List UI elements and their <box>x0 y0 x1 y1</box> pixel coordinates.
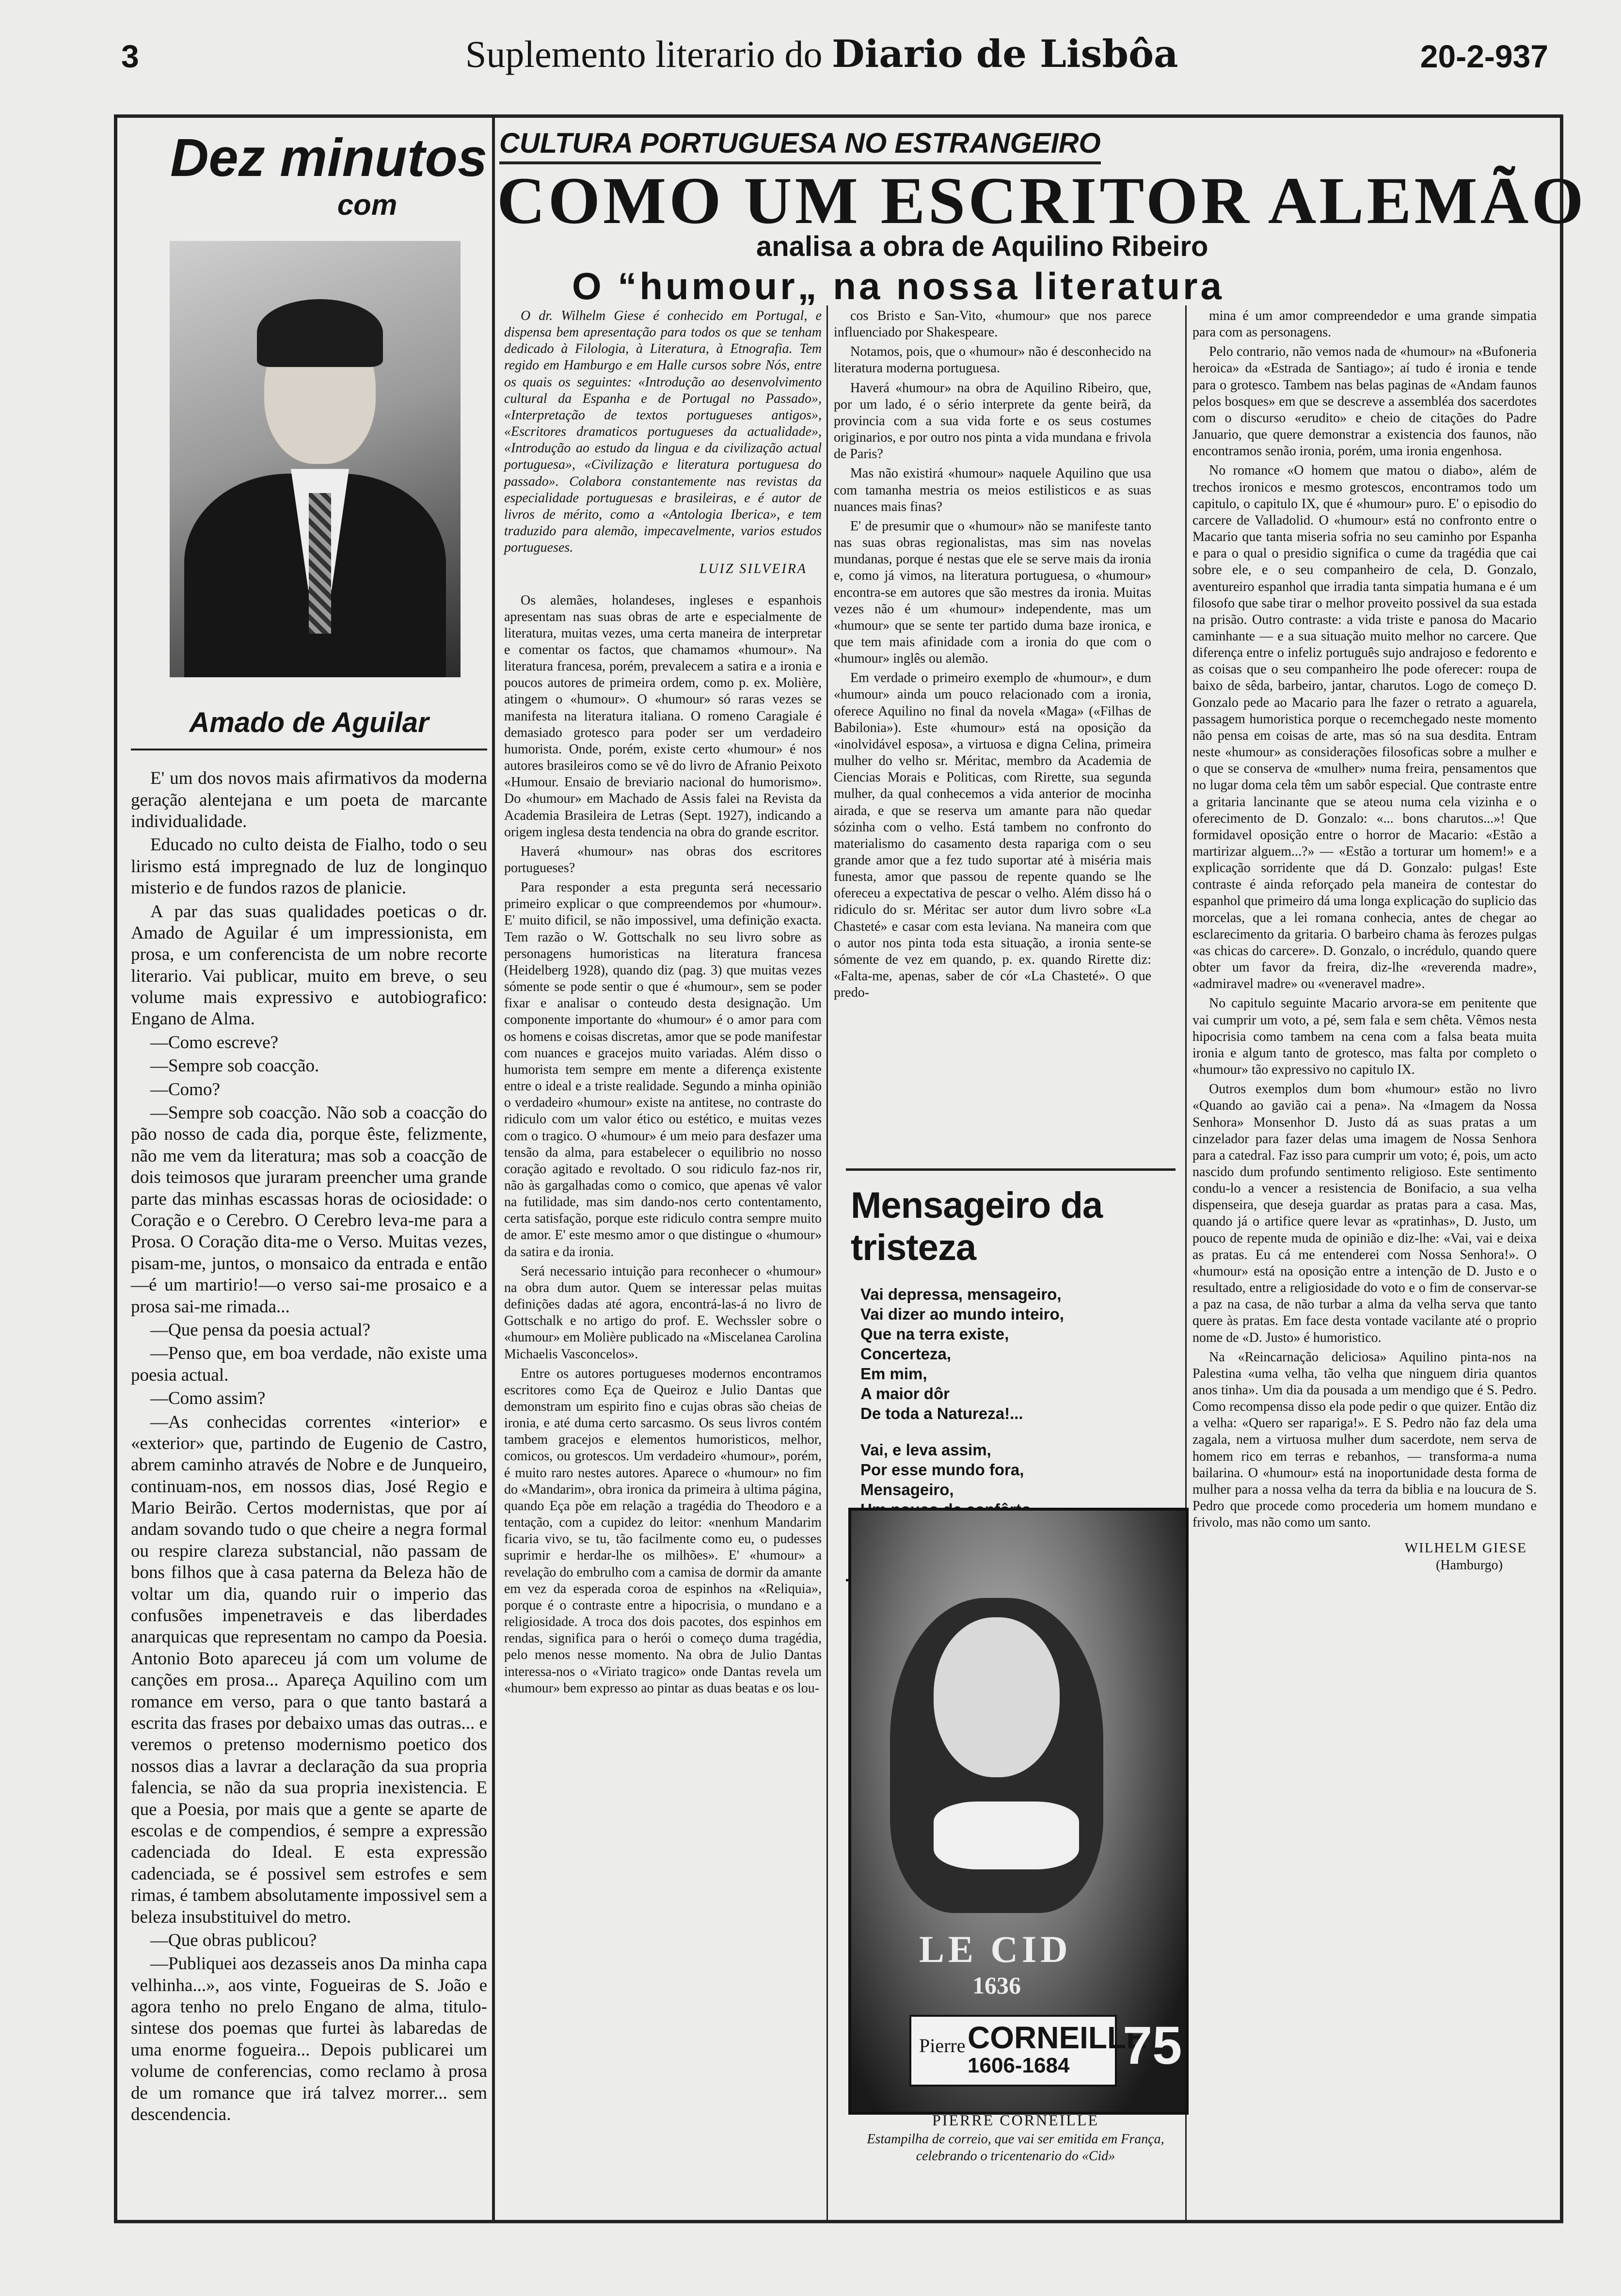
article-subhead: analisa a obra de Aquilino Ribeiro <box>756 231 1208 262</box>
article-paragraph: Pelo contrario, não vemos nada de «humour» na «Bufoneria heroica» da «Estrada de Santiago»; aí tudo é ironia e tende para o grotesco. Tambem nas belas paginas de «Andam faunos pelos bosques» em que se descreve a assembléa dos sacerdotes com o discurso «erudito» e cheio de citações do Padre Januario, que quere demonstrar a existencia dos faunos, não encontramos senão ironia, porém, uma ironia engenhosa. <box>1192 344 1537 459</box>
interview-question: —Como assim? <box>150 1388 266 1409</box>
article-paragraph: Os alemães, holandeses, ingleses e espanhois apresentam nas suas obras de arte e especialmente de literatura, muitas vezes, uma certa maneira de interpretar e comentar os factos, que chamamos «humour». Na literatura francesa, porém, prevalecem a satira e a ironia e poucos autores de primeira ordem, como p. ex. Molière, atingem o «humour». O «humour» só raras vezes se manifesta na literatura italiana. O romeno Caragiale é demasiado grotesco para poder ser um verdadeiro humorista. Onde, porém, existe certo «humour» é nos autores brasileiros como se vê do livro de Afranio Peixoto «Humour. Ensaio de breviario nacional do humorismo». Do «humour» em Machado de Assis falei na Revista da Academia Brasileira de Letras (Sept. 1927), indicando a origem inglesa desta tendencia na obra do grande escritor. <box>504 592 822 840</box>
interview-answer: —Publiquei aos dezasseis anos Da minha capa velhinha...», aos vinte, Fogueiras de S. João e agora tenho no prelo Engano de alma, titulo-sintese dos poemas que furtei às labaredas de uma enorme fogueira... Depois publicarei um volume de conferencias, como reclamo à prosa de um romance que irá talvez morrer... sem descendencia. <box>131 1954 487 2125</box>
interview-paragraph: A par das suas qualidades poeticas o dr. Amado de Aguilar é um impressionista, em prosa, e um conferencista de um nobre recorte literario. Vai publicar, muito em breve, o seu volume mais expressivo e autobiografico: Engano de Alma. <box>131 901 487 1029</box>
interview-answer: —Sempre sob coacção. Não sob a coacção do pão nosso de cada dia, porque êste, felizmente, não me vem da literatura; mas sob a coacção de dois teimosos que juraram preencher uma grande parte das minhas escassas horas de ociosidade: o Coração e o Cerebro. O Cerebro leva-me para a Prosa. O Coração dita-me o Verso. Muitas vezes, pisam-me, juntos, o monsaico da entrada e então—é um martirio!—o verso sai-me prosaico e a prosa sai-me rimada... <box>131 1103 487 1317</box>
article-column-1 <box>504 308 822 1700</box>
article-paragraph: Haverá «humour» na obra de Aquilino Ribeiro, que, por um lado, é o sério interprete da gente beirã, da provincia com a sua vida forte e os seus costumes originarios, e por outro nos pinta a vida mundana e frivola de Paris? <box>834 380 1151 462</box>
supplement-title: Suplemento literario do <box>465 33 823 75</box>
article-paragraph: Mas não existirá «humour» naquele Aquilino que usa com tamanha mestria os meios estilisticos e as suas nuances mais finas? <box>834 466 1151 514</box>
poem-line: Vai, e leva assim, <box>860 1441 991 1459</box>
stamp-name: CORNEILLE <box>968 2020 1147 2055</box>
page-number: 3 <box>121 38 139 74</box>
interview-answer: —Sempre sob coacção. <box>150 1056 319 1076</box>
intro-signature: LUIZ SILVEIRA <box>699 561 807 577</box>
article-column-2 <box>834 308 1151 1004</box>
masthead <box>465 32 1178 76</box>
article-author-place: (Hamburgo) <box>1436 1557 1503 1573</box>
article-headline: COMO UM ESCRITOR ALEMÃO <box>497 163 1587 238</box>
interview-subtitle: com <box>337 189 397 222</box>
article-column-3 <box>1192 308 1537 1577</box>
corneille-stamp-image <box>848 1508 1189 2115</box>
article-paragraph: Para responder a esta pregunta será necessario primeiro explicar o que compreendemos por «humour». E' muito dificil, se não impossivel, uma definição exacta. Tem razão o W. Gottschalk no seu livro sobre as personagens humoristicas na literatura francesa (Heidelberg 1928), quando diz (pag. 3) que muitas vezes sómente se pode sentir o que é «humour», sem se poder fixar e analisar o conteudo desta designação. Um componente importante do «humour» é o amor para com os homens e coisas discretas, amor que se pode manifestar com nuances e gracejos muito variadas. Além disso o humorista tem sempre em mente a diferença existente entre o ideal e a triste realidade. Segundo a minha opinião o verdadeiro «humour» existe na antitese, no contraste do ridiculo com um valor ético ou estético, e muitas vezes com o tragico. O «humour» é um meio para desfazer uma tensão da alma, para estabelecer o equilibrio no nosso coração agitado e revoltado. O sou ridiculo faz-nos rir, não às gargalhadas como o comico, que apenas vê valor na futilidade, mas sim dando-nos certo contentamento, certa satisfação, porque este ridiculo contra sempre muito de amor. E' este mesmo amor o que distingue o «humour» da satira e da ironia. <box>504 880 822 1260</box>
newspaper-name: Diario de Lisbôa <box>832 32 1178 76</box>
photo-caption: Amado de Aguilar <box>189 707 429 739</box>
article-paragraph: Será necessario intuição para reconhecer o «humour» na obra dum autor. Quem se interessar pelas muitas definições dadas até agora, encontrá-las-á no livro de Gottschalk e no artigo do prof. E. Wechssler sobre o «humour» em Molière publicado na «Miscelanea Carolina Michaelis Vasconcelos». <box>504 1263 822 1362</box>
interview-paragraph: Educado no culto deista de Fialho, todo o seu lirismo está impregnado de luz de longinquo misterio e de fundos razos de planicie. <box>131 835 487 898</box>
article-author: WILHELM GIESE <box>1404 1540 1527 1556</box>
poem-line: Mensageiro, <box>860 1481 954 1499</box>
poem-line: Concerteza, <box>860 1345 952 1363</box>
article-paragraph: mina é um amor compreendedor e uma grande simpatia para com as personagens. <box>1192 308 1537 340</box>
interview-question: —Que pensa da poesia actual? <box>150 1320 371 1340</box>
caption-rule <box>131 749 487 750</box>
poem-line: Que na terra existe, <box>860 1325 1009 1343</box>
interview-question: —Como escreve? <box>150 1032 279 1052</box>
interview-question: —Que obras publicou? <box>150 1930 317 1950</box>
stamp-value: 75 <box>1123 2016 1182 2075</box>
stamp-dates: 1606-1684 <box>968 2054 1070 2077</box>
poem-line: De toda a Natureza!... <box>860 1404 1023 1422</box>
poem-line: Vai dizer ao mundo inteiro, <box>860 1305 1064 1323</box>
interview-answer: —As conhecidas correntes «interior» e «exterior» que, partindo de Eugenio de Castro, abrem caminho através de Nobre e de Junqueiro, continuam-nos, em nossos dias, José Regio e Mario Beirão. Certos modernistas, que por aí andam sovando tudo o que cheire a negra formal ou respire clareza substancial, não passam de bons filhos que à casa paterna da Beleza hão de voltar um dia, quando ruir o imperio das confusões impenetraveis e das liberdades anarquicas que representam no campo da Poesia. Antonio Boto apareceu já com um volume de canções em prosa... Apareça Aquilino com um romance em verso, para o que tanto bastará a escrita das frases por debaixo umas das outras... e veremos o pretenso modernismo poetico dos nossos dias a lavrar a declaração da sua propria falencia, se não da sua propria inexistencia. E que a Poesia, por mais que a gente se aparte de escolas e de compendios, é sempre a expressão cadenciada do Ideal. E esta expressão cadenciada, se é possivel sem estrofes e sem rimas, é tambem absolutamente impossivel sem a beleza insubstituivel do metro. <box>131 1412 487 1927</box>
article-paragraph: No capitulo seguinte Macario arvora-se em penitente que vai cumprir um voto, a pé, sem fala e sem chêta. Vêmos nesta hipocrisia como tambem na cena com a falsa beata muita ironia e algum tanto de grotesco, mas falta por completo o «humour» tão expressivo no capitulo IX. <box>1192 996 1537 1078</box>
poem-line: Por esse mundo fora, <box>860 1461 1024 1479</box>
portrait-photo <box>170 241 461 677</box>
stamp-year: 1636 <box>972 1972 1021 1999</box>
article-paragraph: Outros exemplos dum bom «humour» estão no livro «Quando ao gavião cai a pena». Na «Imagem da Nossa Senhora» Monsenhor D. Justo dá as suas pratas a um cinzelador para fazer delas uma imagem de Nossa Senhora para a catedral. Faz isso para cumprir um voto; é, pois, um acto nascido dum profundo sentimento religioso. Este sentimento condu-lo a vencer a resistencia de Bonifacio, a sua velha dispenseira, que deseja guardar as pratas para a casa. Mas, quando já o artifice quere levar as «pratinhas», D. Justo, um pouco de repente muda de opinião e diz-lhe: «Vai, vai e deixa as pratas. Eu cá me entenderei com Nossa Senhora!». O «humour» está na oposição entre a intenção de D. Justo e o resultado, entre a religiosidade do voto e o fim de conservar-se a paz na casa, de não turbar a alma da velha serva que tanto quere às pratas. Em face desta vontade vacilante até o proprio nome de «D. Justo» é humoristico. <box>1192 1082 1537 1345</box>
article-paragraph: No romance «O homem que matou o diabo», além de trechos ironicos e mesmo grotescos, encontramos todo um capitulo, o capitulo IX, que é «humour» puro. E' o episodio do carcere de Valladolid. O «humour» está no confronto entre o Macario que tanta miseria sofria no seu caminho por Espanha e para o qual o presidio significa o cume da tragédia que cai sobre ele, e o seu companheiro de cela, D. Gonzalo, aventureiro espanhol que irradia tanta simpatia humana e é um filosofo que sabe tirar o melhor proveito possivel da sua estada na prisão. Outro contraste: a vida triste e panosa do Macario caminhante — e a sua situação muito melhor no carcere. Que diferença entre o infeliz português sujo andrajoso e fedorento e as coisas que o seu companheiro lhe pode oferecer: roupa de baixo de sêda, barbeiro, jantar, charutos. Logo de começo D. Gonzalo pede ao Macario para lhe fazer o retrato a aguarela, passagem humoristica porque o recemchegado neste momento não pensa em coisas de arte, mas só na sua desdita. Entram neste «humour» as considerações filosoficas sobre a mulher e o que se conserva de «mulher» numa freira, pensamentos que no lugar doma cela têm um sabôr especial. Que contraste entre a gritaria lancinante que se ateou numa cela vizinha e o oferecimento de D. Gonzalo: «... bons charutos...»! Que formidavel oposição entre o horror de Macario: «Estão a martirizar alguem...?» — «Estão a torturar um homem!» e a explicação sorridente que dá D. Gonzalo: pulgas! Este contraste é ainda reforçado pela maneira de contestar do espanhol que primeiro dá uma longa explicação do suplicio das morcelas, que a lei romana conhecia, antes de chegar ao esclarecimento da gritaria. O barbeiro chama às ferozes pulgas «as chicas do carcere». D. Gonzalo, o incrédulo, quando quere obter um favor da freira, diz-lhe «reverenda madre», «admiravel madre» ou «veneravel madre». <box>1192 463 1537 992</box>
stamp-title: LE CID <box>919 1928 1072 1970</box>
article-paragraph: Entre os autores portugueses modernos encontramos escritores como Eça de Queiroz e Julio Dantas que demonstram um espirito fino e cujas obras são cheias de ironia, e até duma certo sarcasmo. Os seus livros contém tambem gracejos e elementos humoristicos, melhor, comicos, ou grotescos. Um verdadeiro «humour», porém, é muito raro nestes autores. Aparece o «humour» no fim do «Mandarim», obra ironica da primeira à ultima página, quando Eça põe em relação a tragédia do Theodoro e a tentação, com a cupidez do leitor: «nenhum Mandarim ficaria vivo, se tu, tão facilmente como eu, o pudesses suprimir e herdar-lhe os milhões». E' «humour» a revelação do embrulho com a camisa de dormir da amante em vez da esperada coroa de espinhos na «Reliquia», porque é o contraste entre a hipocrisia, o mundano e a religiosidade. A troca dos dois pacotes, dos espinhos em rendas, significa para o herói o começo duma tragédia, pelo menos nesse momento. Na obra de Julio Dantas interessa-nos o «Viriato tragico» onde Dantas revela um «humour» bem expresso ao pintar as duas beatas e os lou- <box>504 1366 822 1696</box>
article-paragraph: Notamos, pois, que o «humour» não é desconhecido na literatura moderna portuguesa. <box>834 344 1151 376</box>
interview-question: —Como? <box>150 1079 220 1100</box>
column-divider-left <box>492 116 495 2220</box>
article-paragraph: Em verdade o primeiro exemplo de «humour», e dum «humour» ainda um pouco relacionado com a ironia, oferece Aquilino no final da novela «Maga» («Filhas de Babilonia»). Este «humour» está na oposição da «inolvidável esposa», a virtuosa e digna Celina, primeira mulher do velho sr. Méritac, membro da Academia de Ciencias Morais e Politicas, com Rirette, sua segunda mulher, da qual conhecemos a vida anterior de mocinha airada, e que se reserva um amante para não quedar sózinha com o velho. Está tambem no confronto do materialismo do casamento desta rapariga com o seu grande amor que a fez tudo suportar até à miséria mais funesta, amor que passou de repente quando se lhe ofereceu a expectativa de pescar o velho. Além disso há o ridiculo do sr. Méritac ser autor dum livro sobre «La Chasteté» e casar com esta leviana. Na maneira com que o autor nos pinta toda esta situação, a ironia sente-se sómente de vez em quando, p. ex. quando Rirette diz: «Falta-me, apenas, saber de cór «La Chasteté». O que predo- <box>834 670 1151 1001</box>
article-subhead-secondary: O “humour„ na nossa literatura <box>572 265 1224 307</box>
article-paragraph: cos Bristo e San-Vito, «humour» que nos parece influenciado por Shakespeare. <box>834 308 1151 340</box>
interview-title: Dez minutos <box>170 128 487 188</box>
issue-date: 20-2-937 <box>1420 38 1548 74</box>
article-paragraph: Na «Reincarnação deliciosa» Aquilino pinta-nos na Palestina «uma velha, tão velha que ninguem diria quantos anos tinha». Um dia da pousada a um mendigo que é S. Pedro. Como recompensa disso ela pode pedir o que quizer. Então diz a velha: «Quero ser rapariga!». E S. Pedro não faz dela uma zagala, nem a virtuosa mulher dum sacerdote, nem serva de homem rico em terras e rebanhos, — transforma-a numa bailarina. O «humour» está na inoportunidade desta forma de mulher para a nossa velha da terra da biblia e na loucura de S. Pedro que procede como procederia um homem mundano e frivolo, mas não como um santo. <box>1192 1349 1537 1531</box>
stamp-caption-name: PIERRE CORNEILLE <box>932 2111 1099 2129</box>
article-paragraph: Haverá «humour» nas obras dos escritores portugueses? <box>504 844 822 876</box>
poem-line: Em mim, <box>860 1365 927 1383</box>
column-divider-middle <box>826 305 828 2220</box>
stamp-name-prefix: Pierre <box>919 2035 966 2057</box>
poem-title: Mensageiro da tristeza <box>851 1185 1103 1268</box>
poem-line: A maior dôr <box>860 1385 950 1403</box>
article-intro: O dr. Wilhelm Giese é conhecido em Portugal, e dispensa bem apresentação para todos os que se tenham dedicado à Filologia, à Literatura, à Etnografia. Tem regido em Hamburgo e em Halle cursos sobre Nós, entre os quais os seguintes: «Introdução ao desenvolvimento cultural da Espanha e de Portugal no Passado», «Interpretação de textos portugueses antigos», «Escritores dramaticos portugueses da actualidade», «Introdução ao estudo da lingua e da civilização actual portuguesa», «Civilização e literatura portuguesa do passado». Colabora constantemente nas revistas da especialidade portuguesas e brasileiras, e é autor de livros de mérito, como a «Antologia Iberica», e tem traduzido para alemão, impecavelmente, varios estudos portugueses. <box>504 308 822 556</box>
interview-column <box>131 128 487 2127</box>
section-kicker: CULTURA PORTUGUESA NO ESTRANGEIRO <box>499 127 1101 164</box>
poem-line: Vai depressa, mensageiro, <box>860 1285 1062 1303</box>
interview-paragraph: E' um dos novos mais afirmativos da moderna geração alentejana e um poeta de marcante individualidade. <box>131 768 487 831</box>
article-paragraph: E' de presumir que o «humour» não se manifeste tanto nas suas obras regionalistas, mas sim nas novelas mundanas, porque é nestas que ele se serve mais da ironia e, como já vimos, na literatura portuguesa, o «humour» encontra-se em autores que são mestres da ironia. Muitas vezes não é um «humour» independente, mas um «humour» que se sente ter partido duma baze ironica, e que tem mais afinidade com a ironia do que com o «humour» inglês ou alemão. <box>834 518 1151 667</box>
stamp-caption: Estampilha de correio, que vai ser emitida em França, celebrando o tricentenario do «Cid» <box>867 2132 1164 2164</box>
interview-answer: —Penso que, em boa verdade, não existe uma poesia actual. <box>131 1343 487 1385</box>
